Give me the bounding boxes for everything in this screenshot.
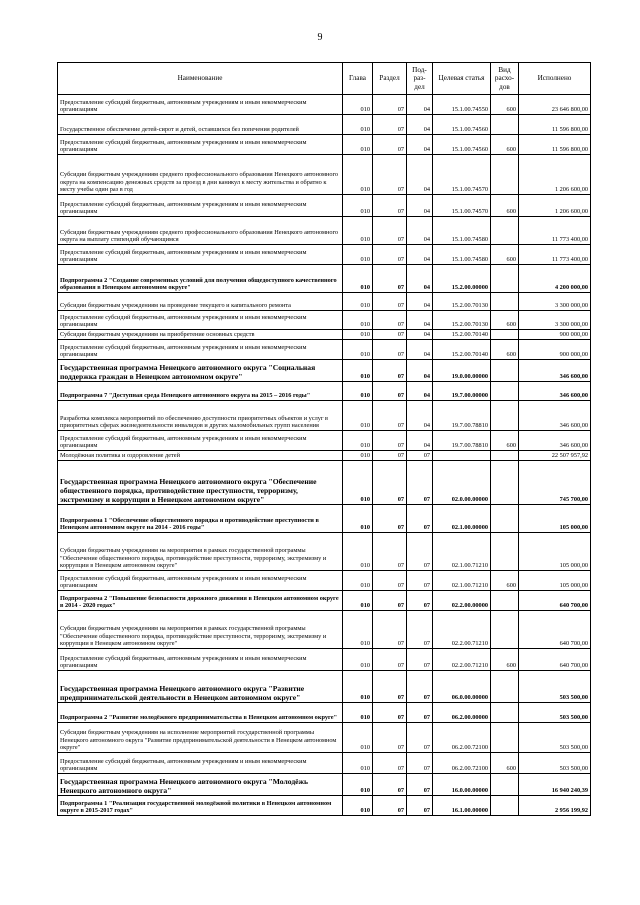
cell-podrazdel: 04 <box>407 311 433 330</box>
table-row <box>58 723 591 753</box>
col-header-glava: Глава <box>343 63 373 95</box>
cell-name: Субсидии бюджетным учреждениям на мероприятия в рамках государственной программы "Обеспечение общественного порядка, противодействие преступности, терроризму, экстремизму и коррупции в Ненецком автономном округе" <box>58 533 343 571</box>
cell-glava: 010 <box>343 245 373 265</box>
cell-amount: 11 596 800,00 <box>519 135 591 155</box>
cell-amount: 745 700,00 <box>519 461 591 505</box>
cell-razdel: 07 <box>373 611 407 649</box>
table-header-row <box>58 63 591 95</box>
cell-glava: 010 <box>343 461 373 505</box>
cell-podrazdel: 04 <box>407 330 433 340</box>
cell-amount: 3 300 000,00 <box>519 311 591 330</box>
table-row <box>58 330 591 340</box>
cell-name: Государственная программа Ненецкого автономного округа "Обеспечение общественного порядка, противодействие преступности, терроризму, экстремизму и коррупции в Ненецком автономном округе" <box>58 461 343 505</box>
cell-vid: 600 <box>491 195 519 217</box>
cell-razdel: 07 <box>373 155 407 195</box>
cell-glava: 010 <box>343 533 373 571</box>
table-row <box>58 774 591 796</box>
cell-vid <box>491 533 519 571</box>
cell-razdel: 07 <box>373 265 407 293</box>
cell-target: 15.1.00.74550 <box>433 95 491 115</box>
cell-target: 16.0.00.00000 <box>433 774 491 796</box>
cell-name: Субсидии бюджетным учреждениям среднего профессионального образования Ненецкого автономного округа на выплату стипендий обучающимся <box>58 217 343 245</box>
cell-target: 06.0.00.00000 <box>433 671 491 703</box>
cell-razdel: 07 <box>373 217 407 245</box>
cell-vid <box>491 703 519 723</box>
cell-amount: 1 206 600,00 <box>519 155 591 195</box>
cell-target: 15.1.00.74580 <box>433 245 491 265</box>
cell-name: Предоставление субсидий бюджетным, автономным учреждениям и иным некоммерческим организациям <box>58 135 343 155</box>
cell-vid <box>491 401 519 431</box>
cell-vid <box>491 461 519 505</box>
cell-target: 02.1.00.00000 <box>433 505 491 533</box>
cell-target: 15.1.00.74570 <box>433 155 491 195</box>
cell-glava: 010 <box>343 330 373 340</box>
cell-podrazdel: 04 <box>407 401 433 431</box>
cell-name: Молодёжная политика и оздоровление детей <box>58 451 343 461</box>
cell-amount: 900 000,00 <box>519 340 591 360</box>
cell-amount: 105 000,00 <box>519 533 591 571</box>
cell-name: Субсидии бюджетным учреждениям среднего профессионального образования Ненецкого автономного округа на компенсацию денежных средств за проезд в дни каникул к месту жительства и обратно к месту учебы один раз в год <box>58 155 343 195</box>
table-row <box>58 245 591 265</box>
table-row <box>58 796 591 816</box>
cell-glava: 010 <box>343 95 373 115</box>
cell-razdel: 07 <box>373 451 407 461</box>
cell-razdel: 07 <box>373 774 407 796</box>
cell-podrazdel: 04 <box>407 245 433 265</box>
cell-podrazdel: 07 <box>407 796 433 816</box>
cell-razdel: 07 <box>373 533 407 571</box>
cell-podrazdel: 04 <box>407 340 433 360</box>
cell-amount: 2 956 199,92 <box>519 796 591 816</box>
cell-amount: 4 200 000,00 <box>519 265 591 293</box>
cell-amount: 16 940 240,39 <box>519 774 591 796</box>
cell-razdel: 07 <box>373 115 407 135</box>
cell-podrazdel: 04 <box>407 217 433 245</box>
cell-vid: 600 <box>491 311 519 330</box>
cell-razdel: 07 <box>373 95 407 115</box>
cell-name: Предоставление субсидий бюджетным, автономным учреждениям и иным некоммерческим организациям <box>58 245 343 265</box>
cell-glava: 010 <box>343 311 373 330</box>
cell-amount: 105 000,00 <box>519 505 591 533</box>
col-header-razdel: Раздел <box>373 63 407 95</box>
table-row <box>58 671 591 703</box>
cell-vid <box>491 723 519 753</box>
cell-target: 02.1.00.71210 <box>433 533 491 571</box>
cell-razdel: 07 <box>373 311 407 330</box>
table-row <box>58 115 591 135</box>
cell-amount: 346 600,00 <box>519 401 591 431</box>
cell-podrazdel: 04 <box>407 360 433 382</box>
cell-glava: 010 <box>343 649 373 671</box>
cell-razdel: 07 <box>373 703 407 723</box>
cell-vid: 600 <box>491 135 519 155</box>
cell-target: 02.2.00.71210 <box>433 611 491 649</box>
cell-podrazdel: 04 <box>407 155 433 195</box>
cell-name: Предоставление субсидий бюджетным, автономным учреждениям и иным некоммерческим организациям <box>58 95 343 115</box>
cell-razdel: 07 <box>373 382 407 401</box>
cell-glava: 010 <box>343 611 373 649</box>
cell-name: Разработка комплекса мероприятий по обеспечению доступности приоритетных объектов и услуг в приоритетных сферах жизнедеятельности инвалидов и других маломобильных групп населения <box>58 401 343 431</box>
cell-amount: 22 507 957,92 <box>519 451 591 461</box>
table-row <box>58 360 591 382</box>
cell-target: 19.0.00.00000 <box>433 360 491 382</box>
cell-amount: 346 600,00 <box>519 382 591 401</box>
cell-target: 15.1.00.74560 <box>433 135 491 155</box>
table-row <box>58 753 591 774</box>
cell-vid <box>491 115 519 135</box>
cell-target: 15.2.00.00000 <box>433 265 491 293</box>
cell-name: Предоставление субсидий бюджетным, автономным учреждениям и иным некоммерческим организациям <box>58 649 343 671</box>
cell-amount: 640 700,00 <box>519 591 591 611</box>
cell-name: Подпрограмма 2 "Повышение безопасности дорожного движения в Ненецком автономном округе в 2014 - 2020 годах" <box>58 591 343 611</box>
cell-glava: 010 <box>343 505 373 533</box>
cell-target: 19.7.00.00000 <box>433 382 491 401</box>
cell-name: Субсидии бюджетным учреждениям на мероприятия в рамках государственной программы "Обеспечение общественного порядка, противодействие преступности, терроризму, экстремизму и коррупции в Ненецком автономном округе" <box>58 611 343 649</box>
col-header-amount: Исполнено <box>519 63 591 95</box>
cell-podrazdel: 07 <box>407 611 433 649</box>
cell-razdel: 07 <box>373 195 407 217</box>
table-row <box>58 533 591 571</box>
cell-vid: 600 <box>491 431 519 451</box>
cell-razdel: 07 <box>373 401 407 431</box>
table-row <box>58 135 591 155</box>
table-row <box>58 382 591 401</box>
cell-razdel: 07 <box>373 753 407 774</box>
cell-name: Субсидии бюджетным учреждениям на проведение текущего и капитального ремонта <box>58 293 343 311</box>
table-row <box>58 571 591 591</box>
cell-target: 02.2.00.00000 <box>433 591 491 611</box>
cell-glava: 010 <box>343 571 373 591</box>
col-header-target: Целевая статья <box>433 63 491 95</box>
cell-glava: 010 <box>343 115 373 135</box>
cell-vid <box>491 330 519 340</box>
cell-target: 15.1.00.74560 <box>433 115 491 135</box>
cell-razdel: 07 <box>373 723 407 753</box>
cell-name: Предоставление субсидий бюджетным, автономным учреждениям и иным некоммерческим организациям <box>58 195 343 217</box>
cell-target: 15.1.00.74570 <box>433 195 491 217</box>
cell-podrazdel: 07 <box>407 533 433 571</box>
cell-glava: 010 <box>343 431 373 451</box>
cell-glava: 010 <box>343 265 373 293</box>
cell-vid <box>491 671 519 703</box>
cell-vid <box>491 265 519 293</box>
cell-name: Подпрограмма 7 "Доступная среда Ненецкого автономного округа на 2015 – 2016 годы" <box>58 382 343 401</box>
cell-vid <box>491 293 519 311</box>
cell-podrazdel: 07 <box>407 505 433 533</box>
col-header-podrazdel: Под-раз-дел <box>407 63 433 95</box>
cell-vid <box>491 382 519 401</box>
cell-vid <box>491 796 519 816</box>
cell-glava: 010 <box>343 796 373 816</box>
cell-razdel: 07 <box>373 591 407 611</box>
table-row <box>58 611 591 649</box>
cell-podrazdel: 04 <box>407 115 433 135</box>
cell-podrazdel: 04 <box>407 293 433 311</box>
cell-name: Предоставление субсидий бюджетным, автономным учреждениям и иным некоммерческим организациям <box>58 340 343 360</box>
cell-amount: 503 500,00 <box>519 671 591 703</box>
cell-podrazdel: 04 <box>407 431 433 451</box>
col-header-name: Наименование <box>58 63 343 95</box>
cell-name: Государственная программа Ненецкого автономного округа "Развитие предпринимательской деятельности в Ненецком автономном округе" <box>58 671 343 703</box>
cell-razdel: 07 <box>373 135 407 155</box>
cell-target: 02.2.00.71210 <box>433 649 491 671</box>
cell-vid <box>491 217 519 245</box>
cell-glava: 010 <box>343 293 373 311</box>
cell-name: Подпрограмма 2 "Развитие молодёжного предпринимательства в Ненецком автономном округе" <box>58 703 343 723</box>
cell-name: Предоставление субсидий бюджетным, автономным учреждениям и иным некоммерческим организациям <box>58 311 343 330</box>
cell-name: Государственное обеспечение детей-сирот и детей, оставшихся без попечения родителей <box>58 115 343 135</box>
cell-vid <box>491 155 519 195</box>
cell-podrazdel: 07 <box>407 461 433 505</box>
cell-target: 15.2.00.70130 <box>433 293 491 311</box>
cell-razdel: 07 <box>373 360 407 382</box>
cell-vid: 600 <box>491 95 519 115</box>
cell-vid: 600 <box>491 245 519 265</box>
cell-name: Подпрограмма 2 "Создание современных условий для получения общедоступного качественного образования в Ненецком автономном округе" <box>58 265 343 293</box>
cell-target: 15.2.00.70130 <box>433 311 491 330</box>
cell-glava: 010 <box>343 382 373 401</box>
cell-amount: 11 596 800,00 <box>519 115 591 135</box>
table-row <box>58 195 591 217</box>
cell-amount: 105 000,00 <box>519 571 591 591</box>
table-row <box>58 649 591 671</box>
table-row <box>58 591 591 611</box>
table-row <box>58 461 591 505</box>
cell-glava: 010 <box>343 723 373 753</box>
cell-glava: 010 <box>343 340 373 360</box>
cell-glava: 010 <box>343 195 373 217</box>
cell-razdel: 07 <box>373 330 407 340</box>
cell-amount: 11 773 400,00 <box>519 245 591 265</box>
cell-podrazdel: 04 <box>407 135 433 155</box>
budget-table <box>57 62 591 816</box>
cell-amount: 1 206 600,00 <box>519 195 591 217</box>
cell-name: Подпрограмма 1 "Реализация государственной молодёжной политики в Ненецком автономном округе в 2015-2017 годах" <box>58 796 343 816</box>
cell-razdel: 07 <box>373 649 407 671</box>
cell-target: 15.2.00.70140 <box>433 340 491 360</box>
cell-razdel: 07 <box>373 245 407 265</box>
cell-amount: 640 700,00 <box>519 611 591 649</box>
cell-target: 16.1.00.00000 <box>433 796 491 816</box>
cell-glava: 010 <box>343 671 373 703</box>
cell-target: 06.2.00.72100 <box>433 723 491 753</box>
cell-podrazdel: 07 <box>407 723 433 753</box>
page-number: 9 <box>317 32 323 43</box>
cell-target: 15.1.00.74580 <box>433 217 491 245</box>
cell-name: Предоставление субсидий бюджетным, автономным учреждениям и иным некоммерческим организациям <box>58 431 343 451</box>
cell-amount: 503 500,00 <box>519 753 591 774</box>
table-row <box>58 340 591 360</box>
table-row <box>58 95 591 115</box>
table-row <box>58 451 591 461</box>
cell-amount: 503 500,00 <box>519 703 591 723</box>
cell-vid: 600 <box>491 340 519 360</box>
table-body <box>58 95 591 816</box>
cell-name: Субсидии бюджетным учреждениям на приобретение основных средств <box>58 330 343 340</box>
table-row <box>58 431 591 451</box>
table-row <box>58 293 591 311</box>
cell-glava: 010 <box>343 591 373 611</box>
cell-glava: 010 <box>343 703 373 723</box>
cell-podrazdel: 04 <box>407 382 433 401</box>
cell-podrazdel: 04 <box>407 265 433 293</box>
cell-glava: 010 <box>343 155 373 195</box>
cell-podrazdel: 07 <box>407 649 433 671</box>
cell-razdel: 07 <box>373 505 407 533</box>
cell-name: Предоставление субсидий бюджетным, автономным учреждениям и иным некоммерческим организациям <box>58 571 343 591</box>
cell-amount: 640 700,00 <box>519 649 591 671</box>
cell-razdel: 07 <box>373 671 407 703</box>
cell-vid <box>491 774 519 796</box>
cell-target: 15.2.00.70140 <box>433 330 491 340</box>
cell-target: 06.2.00.00000 <box>433 703 491 723</box>
col-header-vid: Вид расхо-дов <box>491 63 519 95</box>
cell-target: 06.2.00.72100 <box>433 753 491 774</box>
cell-razdel: 07 <box>373 293 407 311</box>
cell-glava: 010 <box>343 774 373 796</box>
cell-podrazdel: 07 <box>407 774 433 796</box>
table-row <box>58 401 591 431</box>
cell-amount: 3 300 000,00 <box>519 293 591 311</box>
table-row <box>58 217 591 245</box>
cell-glava: 010 <box>343 401 373 431</box>
cell-glava: 010 <box>343 217 373 245</box>
table-row <box>58 505 591 533</box>
cell-vid <box>491 505 519 533</box>
cell-amount: 346 600,00 <box>519 431 591 451</box>
cell-glava: 010 <box>343 135 373 155</box>
cell-target: 02.0.00.00000 <box>433 461 491 505</box>
cell-amount: 11 773 400,00 <box>519 217 591 245</box>
cell-target: 19.7.00.78810 <box>433 431 491 451</box>
cell-vid: 600 <box>491 753 519 774</box>
cell-amount: 346 600,00 <box>519 360 591 382</box>
cell-glava: 010 <box>343 753 373 774</box>
cell-podrazdel: 04 <box>407 195 433 217</box>
cell-vid <box>491 451 519 461</box>
cell-razdel: 07 <box>373 796 407 816</box>
cell-razdel: 07 <box>373 461 407 505</box>
cell-podrazdel: 07 <box>407 753 433 774</box>
cell-name: Государственная программа Ненецкого автономного округа "Молодёжь Ненецкого автономного округа" <box>58 774 343 796</box>
cell-podrazdel: 04 <box>407 95 433 115</box>
cell-razdel: 07 <box>373 340 407 360</box>
cell-name: Предоставление субсидий бюджетным, автономным учреждениям и иным некоммерческим организациям <box>58 753 343 774</box>
cell-vid: 600 <box>491 649 519 671</box>
cell-podrazdel: 07 <box>407 451 433 461</box>
cell-name: Государственная программа Ненецкого автономного округа "Социальная поддержка граждан в Ненецком автономном округе" <box>58 360 343 382</box>
cell-target: 19.7.00.78810 <box>433 401 491 431</box>
cell-vid <box>491 360 519 382</box>
cell-target <box>433 451 491 461</box>
cell-podrazdel: 07 <box>407 703 433 723</box>
cell-name: Субсидии бюджетным учреждениям на исполнение мероприятий государственной программы Ненецкого автономного округа "Развитие предпринимательской деятельности в Ненецком автономном округе" <box>58 723 343 753</box>
cell-razdel: 07 <box>373 571 407 591</box>
cell-podrazdel: 07 <box>407 571 433 591</box>
cell-vid <box>491 591 519 611</box>
cell-podrazdel: 07 <box>407 671 433 703</box>
cell-glava: 010 <box>343 451 373 461</box>
table-row <box>58 311 591 330</box>
cell-podrazdel: 07 <box>407 591 433 611</box>
cell-vid <box>491 611 519 649</box>
table-row <box>58 155 591 195</box>
cell-amount: 503 500,00 <box>519 723 591 753</box>
cell-razdel: 07 <box>373 431 407 451</box>
cell-glava: 010 <box>343 360 373 382</box>
cell-target: 02.1.00.71210 <box>433 571 491 591</box>
cell-amount: 23 646 800,00 <box>519 95 591 115</box>
table-row <box>58 265 591 293</box>
table-row <box>58 703 591 723</box>
cell-amount: 900 000,00 <box>519 330 591 340</box>
cell-name: Подпрограмма 1 "Обеспечение общественного порядка и противодействие преступности в Ненецком автономном округе на 2014 - 2016 годы" <box>58 505 343 533</box>
cell-vid: 600 <box>491 571 519 591</box>
